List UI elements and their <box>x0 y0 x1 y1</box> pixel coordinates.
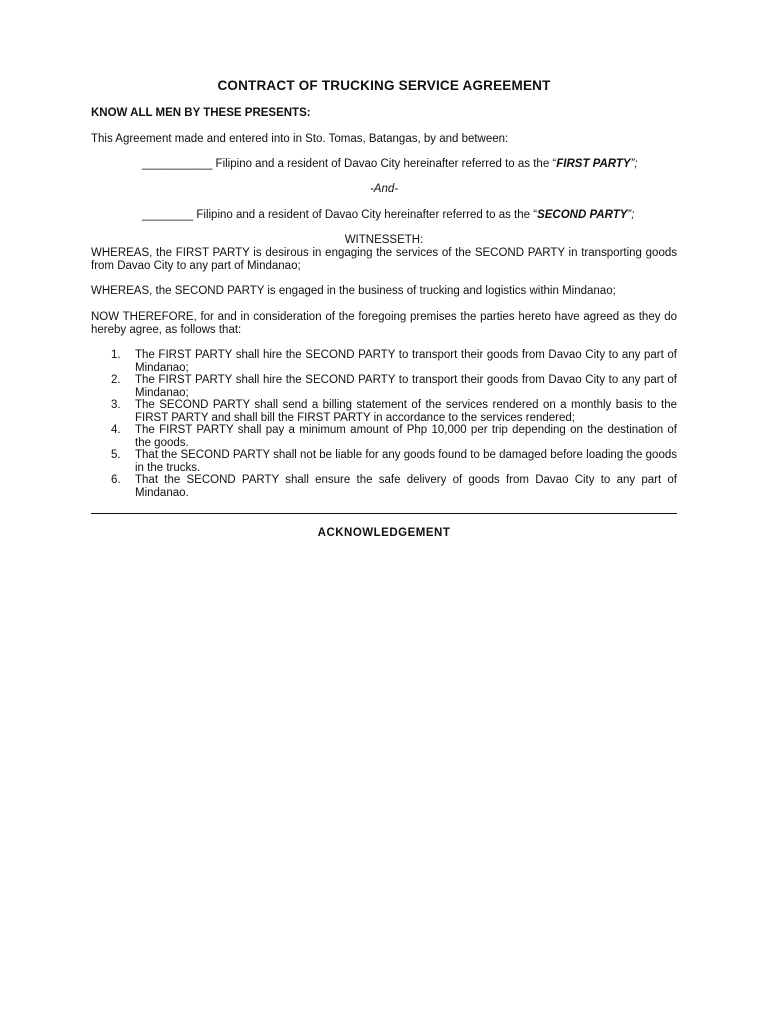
list-item <box>91 449 677 474</box>
clause-text: That the SECOND PARTY shall ensure the safe delivery of goods from Davao City to any part of Mindanao. <box>135 474 677 499</box>
clause-text: The SECOND PARTY shall send a billing statement of the services rendered on a monthly basis to the FIRST PARTY and shall bill the FIRST PARTY in accordance to the services rendered; <box>135 399 677 424</box>
horizontal-divider <box>91 513 677 514</box>
clause-text: The FIRST PARTY shall pay a minimum amount of Php 10,000 per trip depending on the destination of the goods. <box>135 424 677 449</box>
now-therefore-paragraph: NOW THEREFORE, for and in consideration of the foregoing premises the parties hereto have agreed as they do hereby agree, as follows that: <box>91 311 677 336</box>
first-party-prefix: ___________ Filipino and a resident of Davao City hereinafter referred to as the “ <box>142 158 557 170</box>
second-party-suffix: ”; <box>627 209 635 221</box>
clause-number: 3. <box>111 399 121 411</box>
list-item <box>91 399 677 424</box>
whereas-clause-1: WHEREAS, the FIRST PARTY is desirous in engaging the services of the SECOND PARTY in transporting goods from Davao City to any part of Mindanao; <box>91 247 677 272</box>
clause-text: The FIRST PARTY shall hire the SECOND PARTY to transport their goods from Davao City to any part of Mindanao; <box>135 349 677 374</box>
clause-number: 4. <box>111 424 121 436</box>
clause-list <box>91 349 677 499</box>
first-party-name: FIRST PARTY <box>556 158 631 170</box>
clause-number: 6. <box>111 474 121 486</box>
intro-paragraph: This Agreement made and entered into in Sto. Tomas, Batangas, by and between: <box>91 133 509 145</box>
list-item <box>91 349 677 374</box>
second-party-line <box>142 209 702 222</box>
clause-text: That the SECOND PARTY shall not be liable for any goods found to be damaged before loading the goods in the trucks. <box>135 449 677 474</box>
second-party-prefix: ________ Filipino and a resident of Davao City hereinafter referred to as the “ <box>142 209 538 221</box>
list-item <box>91 424 677 449</box>
first-party-line <box>142 158 702 171</box>
first-party-suffix: ”; <box>630 158 638 170</box>
witnesseth-heading: WITNESSETH: <box>344 234 424 246</box>
list-item <box>91 374 677 399</box>
clause-number: 5. <box>111 449 121 461</box>
clause-text: The FIRST PARTY shall hire the SECOND PARTY to transport their goods from Davao City to any part of Mindanao; <box>135 374 677 399</box>
clause-number: 1. <box>111 349 121 361</box>
document-title: CONTRACT OF TRUCKING SERVICE AGREEMENT <box>217 78 551 93</box>
and-separator: -And- <box>369 183 399 195</box>
preamble-heading: KNOW ALL MEN BY THESE PRESENTS: <box>91 107 311 119</box>
acknowledgement-heading: ACKNOWLEDGEMENT <box>317 527 451 539</box>
clause-number: 2. <box>111 374 121 386</box>
whereas-clause-2: WHEREAS, the SECOND PARTY is engaged in the business of trucking and logistics within Mindanao; <box>91 285 616 297</box>
list-item <box>91 474 677 499</box>
second-party-name: SECOND PARTY <box>537 209 628 221</box>
